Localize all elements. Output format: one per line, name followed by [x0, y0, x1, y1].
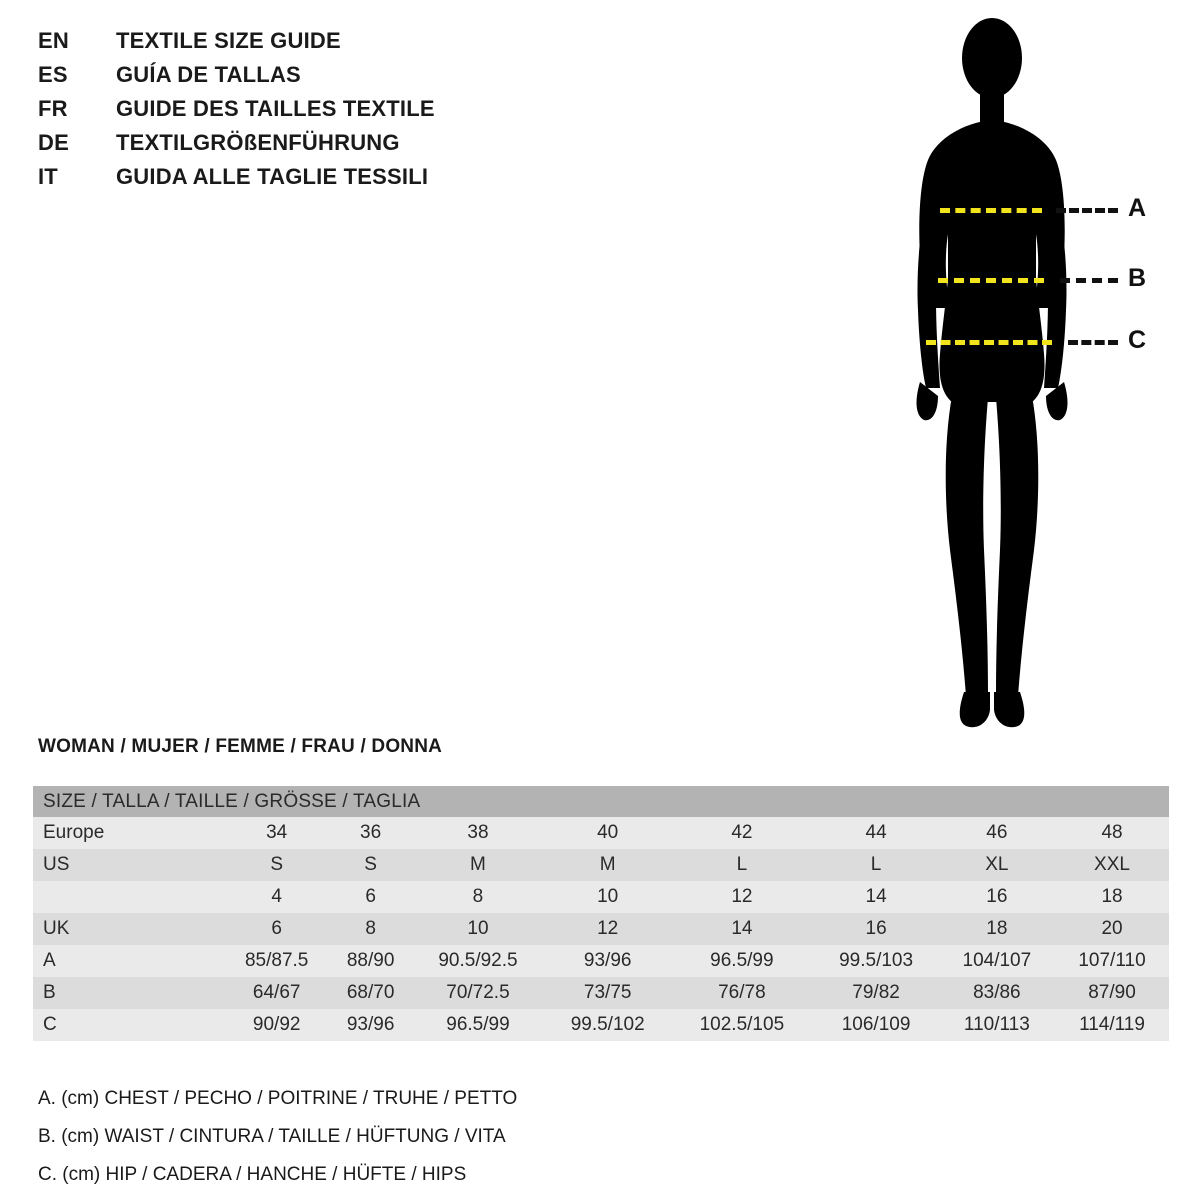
cell: 44 [813, 817, 938, 849]
cell: 36 [330, 817, 411, 849]
table-row [33, 913, 1169, 945]
section-title: WOMAN / MUJER / FEMME / FRAU / DONNA [38, 736, 443, 757]
cell: 107/110 [1055, 945, 1169, 977]
cell: 48 [1055, 817, 1169, 849]
cell: 76/78 [670, 977, 813, 1009]
cell: 70/72.5 [411, 977, 545, 1009]
cell: 114/119 [1055, 1009, 1169, 1041]
cell: 93/96 [330, 1009, 411, 1041]
table-header-cell: SIZE / TALLA / TAILLE / GRÖSSE / TAGLIA [33, 786, 1169, 817]
cell: 99.5/103 [813, 945, 938, 977]
lang-code-en: EN [38, 28, 69, 53]
cell: 93/96 [545, 945, 670, 977]
footnote-waist: B. (cm) WAIST / CINTURA / TAILLE / HÜFTUNG / VITA [38, 1126, 506, 1147]
row-label-europe: Europe [33, 817, 223, 849]
cell: 10 [411, 913, 545, 945]
cell: L [813, 849, 938, 881]
cell: 110/113 [939, 1009, 1055, 1041]
lang-code-fr: FR [38, 96, 68, 121]
title-text-en: TEXTILE SIZE GUIDE [116, 28, 341, 53]
lang-code-it: IT [38, 164, 58, 189]
cell: 83/86 [939, 977, 1055, 1009]
lang-code-de: DE [38, 130, 69, 155]
table-row [33, 817, 1169, 849]
cell: L [670, 849, 813, 881]
table-row [33, 881, 1169, 913]
cell: 87/90 [1055, 977, 1169, 1009]
cell: 90.5/92.5 [411, 945, 545, 977]
cell: 106/109 [813, 1009, 938, 1041]
title-row-fr [38, 96, 658, 126]
cell: 38 [411, 817, 545, 849]
table-header-row [33, 786, 1169, 817]
cell: 79/82 [813, 977, 938, 1009]
row-label-us: US [33, 849, 223, 881]
lang-code-es: ES [38, 62, 68, 87]
cell: M [411, 849, 545, 881]
cell: 99.5/102 [545, 1009, 670, 1041]
row-label-a: A [33, 945, 223, 977]
table-row [33, 849, 1169, 881]
cell: 12 [545, 913, 670, 945]
title-row-de [38, 130, 658, 160]
title-text-de: TEXTILGRÖßENFÜHRUNG [116, 130, 400, 155]
hip-measure-leader [1068, 340, 1118, 345]
cell: 10 [545, 881, 670, 913]
cell: M [545, 849, 670, 881]
cell: 6 [223, 913, 330, 945]
cell: 104/107 [939, 945, 1055, 977]
row-label-us-numeric [33, 881, 223, 913]
title-row-en [38, 28, 658, 58]
cell: XXL [1055, 849, 1169, 881]
cell: 68/70 [330, 977, 411, 1009]
footnotes [38, 1089, 938, 1203]
cell: XL [939, 849, 1055, 881]
measurement-figure [860, 10, 1190, 750]
cell: 96.5/99 [411, 1009, 545, 1041]
cell: 42 [670, 817, 813, 849]
cell: 18 [1055, 881, 1169, 913]
cell: 88/90 [330, 945, 411, 977]
cell: 4 [223, 881, 330, 913]
cell: 14 [670, 913, 813, 945]
title-row-es [38, 62, 658, 92]
waist-measure-leader [1060, 278, 1118, 283]
cell: 18 [939, 913, 1055, 945]
waist-measure-dash [938, 278, 1044, 283]
cell: 8 [411, 881, 545, 913]
cell: S [330, 849, 411, 881]
cell: 16 [939, 881, 1055, 913]
cell: 85/87.5 [223, 945, 330, 977]
table-row [33, 945, 1169, 977]
row-label-uk: UK [33, 913, 223, 945]
cell: S [223, 849, 330, 881]
cell: 16 [813, 913, 938, 945]
table-row [33, 977, 1169, 1009]
cell: 90/92 [223, 1009, 330, 1041]
row-label-c: C [33, 1009, 223, 1041]
table-row [33, 1009, 1169, 1041]
title-text-it: GUIDA ALLE TAGLIE TESSILI [116, 164, 429, 189]
title-text-es: GUÍA DE TALLAS [116, 62, 301, 87]
cell: 64/67 [223, 977, 330, 1009]
cell: 46 [939, 817, 1055, 849]
cell: 73/75 [545, 977, 670, 1009]
hip-measure-dash [926, 340, 1052, 345]
waist-measure-label: B [1128, 264, 1147, 292]
cell: 8 [330, 913, 411, 945]
title-text-fr: GUIDE DES TAILLES TEXTILE [116, 96, 435, 121]
hip-measure-label: C [1128, 326, 1147, 354]
chest-measure-dash [940, 208, 1042, 213]
footnote-chest: A. (cm) CHEST / PECHO / POITRINE / TRUHE / PETTO [38, 1088, 518, 1109]
size-table [33, 786, 1169, 1041]
cell: 102.5/105 [670, 1009, 813, 1041]
cell: 14 [813, 881, 938, 913]
cell: 6 [330, 881, 411, 913]
title-block [38, 28, 658, 198]
chest-measure-leader [1056, 208, 1118, 213]
cell: 96.5/99 [670, 945, 813, 977]
cell: 12 [670, 881, 813, 913]
cell: 34 [223, 817, 330, 849]
cell: 40 [545, 817, 670, 849]
title-row-it [38, 164, 658, 194]
female-silhouette-icon [860, 10, 1190, 750]
cell: 20 [1055, 913, 1169, 945]
footnote-hip: C. (cm) HIP / CADERA / HANCHE / HÜFTE / HIPS [38, 1164, 467, 1185]
row-label-b: B [33, 977, 223, 1009]
chest-measure-label: A [1128, 194, 1147, 222]
